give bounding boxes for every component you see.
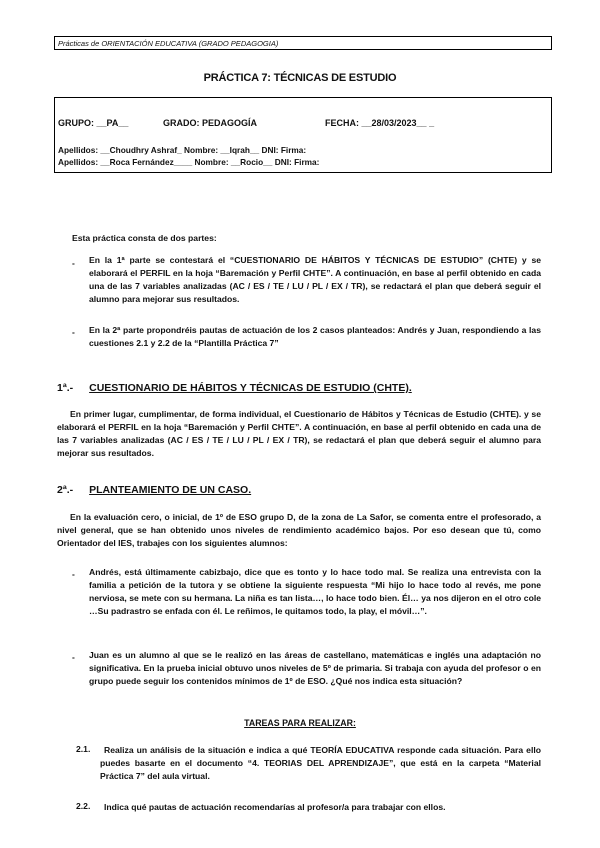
- bullet-dash: -: [72, 327, 75, 337]
- fecha-field: FECHA: __28/03/2023__ _: [325, 118, 435, 128]
- intro-text: Esta práctica consta de dos partes:: [72, 233, 217, 243]
- task-number: 2.2.: [76, 801, 91, 811]
- section-1-number: 1ª.-: [57, 382, 74, 394]
- section-2-heading: [57, 484, 251, 496]
- task-2-2: Indica qué pautas de actuación recomendarías al profesor/a para trabajar con ellos.: [104, 802, 446, 812]
- page-header: Prácticas de ORIENTACIÓN EDUCATIVA (GRADO PEDAGOGIA): [54, 36, 552, 50]
- case-dash: -: [72, 652, 75, 662]
- case-andres: Andrés, está últimamente cabizbajo, dice que es tonto y lo hace todo mal. Se realiza una entrevista con la familia a petición de la tutora y se obtiene la siguiente respuesta “Mi hijo lo hace todo al revés, me pone nerviosa, se mete con su hermana. La niña es tan lista…, lo hace todo bien. Él… ya nos dijeron en el otro cole …Su padrastro se enfada con él. Le reñimos, le quitamos todo, la play, el móvil…”.: [89, 567, 541, 616]
- grupo-field: GRUPO: __PA__: [58, 118, 129, 128]
- bullet-part-1: En la 1ª parte se contestará el “CUESTIONARIO DE HÁBITOS Y TÉCNICAS DE ESTUDIO” (CHTE) y se elaborará el PERFIL en la hoja “Baremación y Perfil CHTE”. A continuación, en base al perfil obtenido en cada una de las 7 variables analizadas (AC / ES / TE / LU / PL / EX / TR), se redactará el plan que deberá seguir el alumno para mejorar sus resultados.: [89, 255, 541, 304]
- section-2-body: En la evaluación cero, o inicial, de 1º de ESO grupo D, de la zona de La Safor, se comenta entre el profesorado, a nivel general, que se han obtenido unos niveles de rendimiento académico bajos. Por eso desean que tú, como Orientador del IES, trabajes con los siguientes alumnos:: [57, 512, 541, 548]
- case-dash: -: [72, 569, 75, 579]
- task-number: 2.1.: [76, 744, 91, 754]
- grado-field: GRADO: PEDAGOGÍA: [163, 118, 258, 128]
- task-2-1: Realiza un análisis de la situación e indica a qué TEORÍA EDUCATIVA responde cada situación. Para ello puedes basarte en el documento “4. TEORIAS DEL APRENDIZAJE”, que está en la carpeta “Material Práctica 7” del aula virtual.: [100, 745, 541, 781]
- section-1-title: CUESTIONARIO DE HÁBITOS Y TÉCNICAS DE ESTUDIO (CHTE).: [89, 382, 412, 394]
- page-title: PRÁCTICA 7: TÉCNICAS DE ESTUDIO: [203, 72, 397, 84]
- bullet-dash: -: [72, 258, 75, 268]
- section-1-heading: [57, 382, 412, 394]
- section-2-number: 2ª.-: [57, 484, 74, 496]
- student-info-box: [54, 97, 552, 173]
- student-2-line: Apellidos: __Roca Fernández____ Nombre: __Rocio__ DNI: Firma:: [58, 157, 320, 167]
- info-row: [58, 118, 434, 128]
- student-1-line: Apellidos: __Choudhry Ashraf_ Nombre: __Iqrah__ DNI: Firma:: [58, 145, 307, 155]
- bullet-part-2: En la 2ª parte propondréis pautas de actuación de los 2 casos planteados: Andrés y Juan, respondiendo a las cuestiones 2.1 y 2.2 de la “Plantilla Práctica 7”: [89, 325, 541, 348]
- section-1-body: En primer lugar, cumplimentar, de forma individual, el Cuestionario de Hábitos y Técnicas de Estudio (CHTE). y se elaborará el PERFIL en la hoja “Baremación y Perfil CHTE”. A continuación, en base al perfil obtenido en cada una de las 7 variables analizadas (AC / ES / TE / LU / PL / EX / TR), se redactará el plan que deberá seguir el alumno para mejorar sus resultados.: [57, 409, 541, 458]
- case-juan: Juan es un alumno al que se le realizó en las áreas de castellano, matemáticas e inglés una adaptación no significativa. En la prueba inicial obtuvo unos niveles de 5º de primaria. Si trabaja con ayuda del profesor o en grupo puede seguir los contenidos mínimos de 1º de ESO. ¿Qué nos indica esta situación?: [89, 650, 541, 686]
- section-2-title: PLANTEAMIENTO DE UN CASO.: [89, 484, 252, 496]
- tasks-heading: TAREAS PARA REALIZAR:: [244, 718, 356, 728]
